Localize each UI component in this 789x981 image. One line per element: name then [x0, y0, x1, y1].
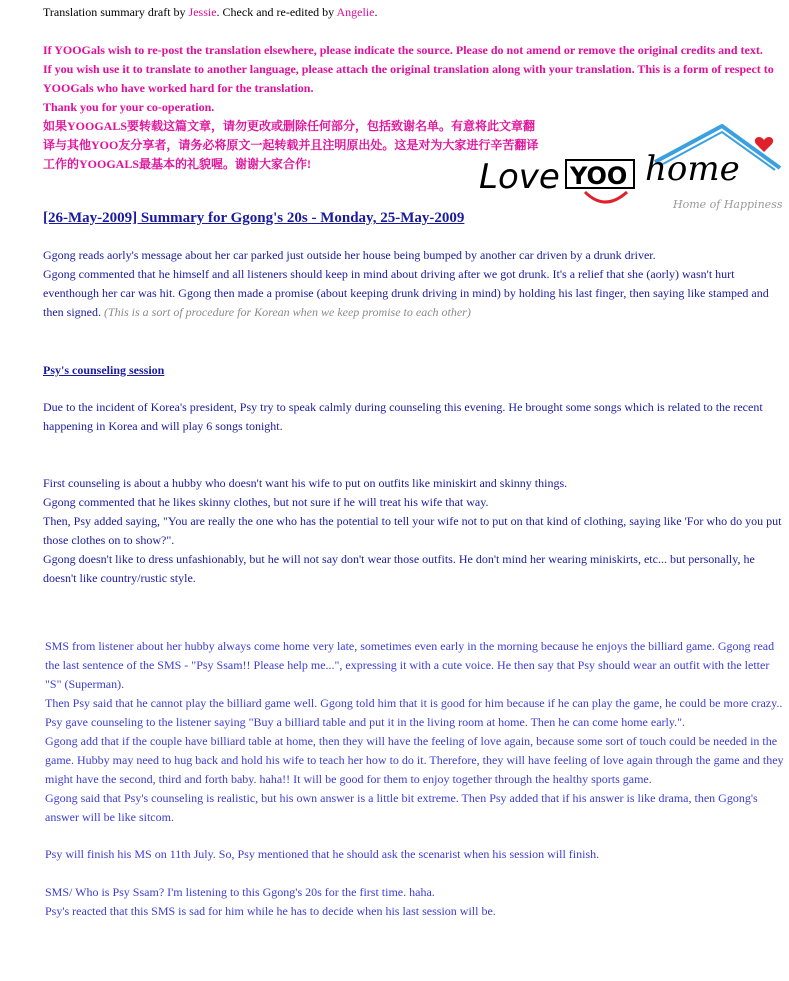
- counseling-line: First counseling is about a hubby who doesn't want his wife to put on outfits like miniskirt and skinny things.: [43, 476, 568, 490]
- notice-chinese: 如果YOOGALS要转载这篇文章，请勿更改或删除任何部分，包括致谢名单。有意将此文章翻译与其他YOO友分享者，请务必将原文一起转载并且注明原出处。这是对为大家进行辛苦翻译工作的YOOGALS最基本的礼貌喔。谢谢大家合作!: [43, 119, 539, 171]
- intro-line: Ggong reads aorly's message about her car parked just outside her house being bumped by another car driven by a drunk driver.: [43, 248, 656, 262]
- counseling-line: Ggong commented that he likes skinny clothes, but not sure if he will treat his wife that way.: [43, 495, 489, 509]
- counseling-line: Then, Psy added saying, "You are really the one who has the potential to tell your wife not to put on that kind of clothing, saying like 'For who do you put those clothes on to show?".: [43, 514, 782, 547]
- credit-middle: . Check and re-edited by: [216, 5, 337, 19]
- notice-line: If you wish use it to translate to another language, please attach the original translation along with your translation. This is a form of respect to YOOGals who have worked hard for the translation.: [43, 62, 774, 95]
- editor-name: Angelie: [336, 5, 375, 19]
- intro-paragraph: [43, 246, 785, 322]
- last-sms-line: SMS/ Who is Psy Ssam? I'm listening to this Ggong's 20s for the first time. haha.: [45, 885, 435, 899]
- intro-line: [43, 265, 785, 322]
- sms-line: SMS from listener about her hubby always come home very late, sometimes even early in the morning because he enjoys the billiard game. Ggong read the last sentence of the SMS - "Psy Ssam!! Please help me...", expressing it with a cute voice. He then say that Psy should wear an outfit with the letter "S" (Superman).: [45, 639, 775, 691]
- sms-line: Psy gave counseling to the listener saying "Buy a billiard table and put it in the living room at home. Then he can come home early.".: [45, 715, 685, 729]
- notice-line: If YOOGals wish to re-post the translation elsewhere, please indicate the source. Please do not amend or remove the original credits and text.: [43, 43, 763, 57]
- logo-love-text: Love: [479, 157, 560, 197]
- intro-text: Ggong commented that he himself and all listeners should keep in mind about driving after we got drunk. It's a relief that she (aorly) wasn't hurt eventhough her car was hit. Ggong then made a promise (about keeping drunk driving in mind) by holding his last finger, then saying like stamped and then signed.: [43, 267, 769, 319]
- last-sms: [45, 883, 785, 921]
- logo-tagline: Home of Happiness: [673, 198, 783, 211]
- ms-note: [45, 845, 785, 864]
- logo-home-text: home: [645, 149, 740, 189]
- intro-note: (This is a sort of procedure for Korean when we keep promise to each other): [104, 305, 471, 319]
- first-counseling: [43, 474, 785, 588]
- credit-suffix: .: [374, 5, 378, 19]
- sms-counseling: [45, 637, 785, 827]
- sms-line: Then Psy said that he cannot play the billiard game well. Ggong told him that it is good for him because if he can play the game, he could be more crazy..: [45, 696, 783, 710]
- ms-note-text: Psy will finish his MS on 11th July. So, Psy mentioned that he should ask the scenarist when his session will finish.: [45, 847, 600, 861]
- counseling-line: Ggong doesn't like to dress unfashionably, but he will not say don't wear those outfits. He don't mind her wearing miniskirts, etc... but personally, he doesn't like country/rustic style.: [43, 552, 755, 585]
- sms-line: Ggong add that if the couple have billiard table at home, then they will have the feeling of love again, because some sort of touch could be needed in the game. Hubby may need to hug back and hold his wife to teach her how to do it. Therefore, they will have feeling of love again through the game and they might have the second, third and forth baby. haha!! It will be good for them to enjoy together through the healthy sports game.: [45, 734, 784, 786]
- sms-line: Ggong said that Psy's counseling is realistic, but his own answer is a little bit extreme. Then Psy added that if his answer is like drama, then Ggong's answer will be like sitcom.: [45, 791, 758, 824]
- love-yoo-home-logo: [477, 120, 783, 215]
- logo-yoo-text: YOO: [570, 162, 628, 190]
- section-title: Psy's counseling session: [43, 363, 165, 377]
- section-intro: [43, 398, 785, 436]
- section-intro-text: Due to the incident of Korea's president, Psy try to speak calmly during counseling this evening. He brought some songs which is related to the recent happening in Korea and will play 6 songs tonight.: [43, 400, 763, 433]
- credit-prefix: Translation summary draft by: [43, 5, 189, 19]
- smile-icon: [585, 192, 627, 202]
- notice-line: Thank you for your co-operation.: [43, 100, 215, 114]
- translator-name: Jessie: [188, 5, 217, 19]
- credit-line: [43, 5, 378, 20]
- page-title: [26-May-2009] Summary for Ggong's 20s - Monday, 25-May-2009: [43, 210, 465, 226]
- last-sms-line: Psy's reacted that this SMS is sad for him while he has to decide when his last session will be.: [45, 904, 496, 918]
